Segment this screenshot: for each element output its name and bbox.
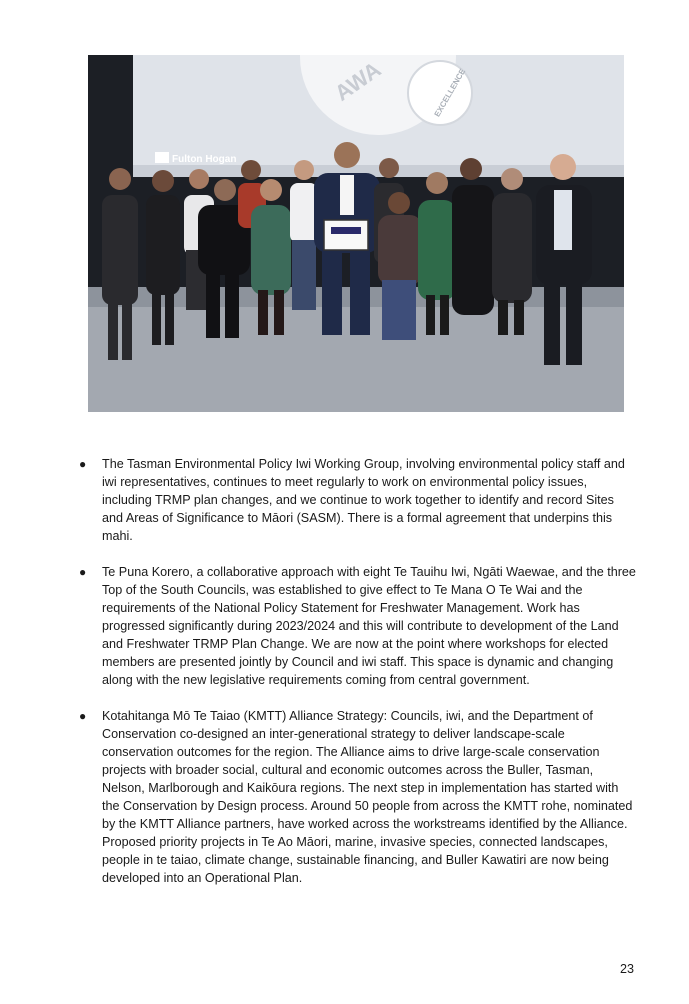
- sponsor-logo-text: Fulton Hogan: [172, 154, 237, 165]
- list-item: [78, 563, 638, 689]
- bullet-icon: ●: [79, 457, 87, 471]
- list-item-text: The Tasman Environmental Policy Iwi Working Group, involving environmental policy staff and iwi representatives, continues to meet regularly to work on environmental policy issues, including TRMP plan changes, and we continue to work together to identify and record Sites and Areas of Significance to Māori (SASM). There is a formal agreement that underpins this mahi.: [102, 457, 625, 543]
- list-item-text: Kotahitanga Mō Te Taiao (KMTT) Alliance Strategy: Councils, iwi, and the Department of Conservation co-designed an inter-generational strategy to deliver landscape-scale conservation outcomes for the region. The Alliance aims to drive large-scale conservation projects with broader social, cultural and economic outcomes across the Buller, Tasman, Nelson, Marlborough and Kaikōura regions. The next step in implementation has started with the Conservation by Design process. Around 50 people from across the KMTT rohe, nominated by the KMTT Alliance partners, have worked across the workstreams identified by the Alliance. Proposed priority projects in Te Ao Māori, marine, invasive species, connected landscapes, people in te taiao, climate change, sustainable financing, and Buller Kawatiri are now being developed into an Operational Plan.: [102, 709, 633, 885]
- bullet-icon: ●: [79, 565, 87, 579]
- list-item-text: Te Puna Korero, a collaborative approach with eight Te Tauihu Iwi, Ngāti Waewae, and the three Top of the South Councils, was established to give effect to Te Mana O Te Wai and the requirements of the National Policy Statement for Freshwater Management. Work has progressed significantly during 2023/2024 and this will contribute to development of the Land and Freshwater TRMP Plan Change. We are now at the point where workshops for elected members are presented jointly by Council and iwi staff. This space is dynamic and changing along with the new legislative requirements coming from central government.: [102, 565, 636, 687]
- page-number: 23: [619, 962, 634, 976]
- banner-text: AWA: [329, 56, 386, 106]
- list-item: [78, 455, 638, 545]
- list-item: [78, 707, 638, 887]
- seal-text: EXCELLENCE: [432, 67, 468, 119]
- group-photo: [88, 55, 624, 412]
- bullet-icon: ●: [79, 709, 87, 723]
- bullet-list: [78, 455, 638, 905]
